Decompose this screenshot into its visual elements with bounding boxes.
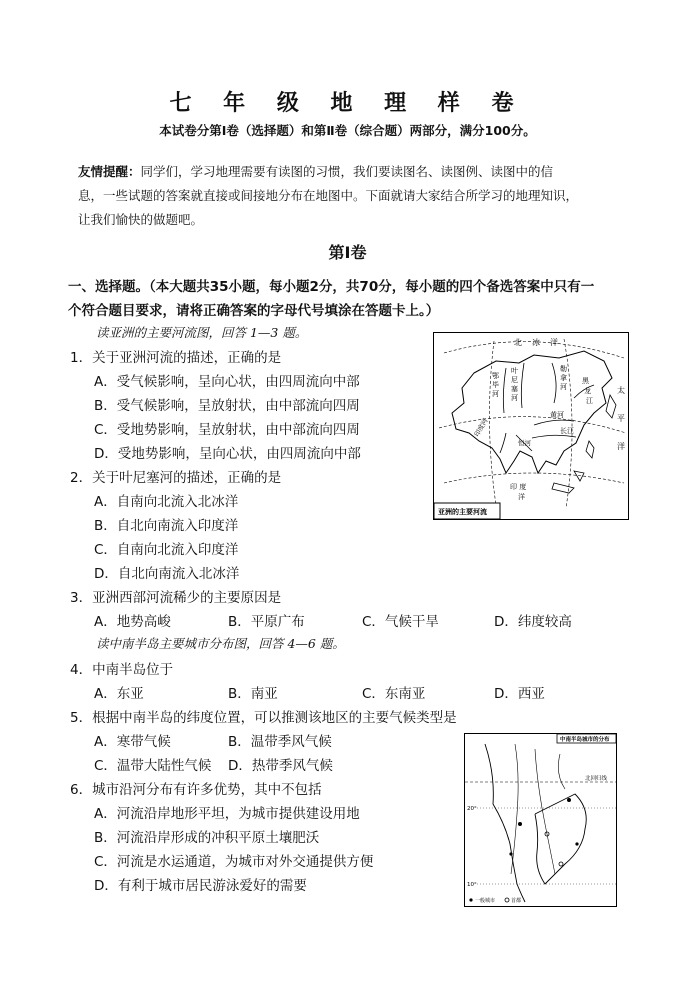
tip-line-1: 同学们，学习地理需要有读图的习惯，我们要读图名、读图例、读图中的信 [140, 164, 554, 179]
label-heilong-2: 龙 [584, 387, 591, 395]
label-yenisei-1: 叶 [511, 367, 518, 375]
legend-capital: 首都 [511, 898, 522, 904]
question-6-option-d[interactable]: D．有利于城市居民游泳爱好的需要 [94, 878, 307, 894]
legend-city: 一般城市 [475, 898, 496, 904]
question-1-option-b[interactable]: B．受气候影响，呈放射状，由中部流向四周 [94, 398, 360, 414]
section-title: 第Ⅰ卷 [328, 243, 367, 262]
label-pacific-1: 太 [617, 386, 625, 395]
label-yangtze: 长江 [560, 427, 574, 435]
part1-heading-line2: 个符合题目要求，请将正确答案的字母代号填涂在答题卡上。） [68, 303, 440, 319]
question-4-option-c[interactable]: C．东南亚 [362, 686, 426, 702]
question-2-option-c[interactable]: C．自南向北流入印度洋 [94, 542, 239, 558]
question-3-option-a[interactable]: A．地势高峻 [94, 614, 171, 630]
question-6-option-b[interactable]: B．河流沿岸形成的冲积平原土壤肥沃 [94, 830, 320, 846]
question-1-option-a[interactable]: A．受气候影响，呈向心状，由四周流向中部 [94, 374, 360, 390]
label-yenisei-2: 尼 [511, 376, 518, 384]
question-5-stem: 5．根据中南半岛的纬度位置，可以推测该地区的主要气候类型是 [70, 710, 457, 726]
question-2-stem: 2．关于叶尼塞河的描述，正确的是 [70, 470, 282, 486]
question-3-option-d[interactable]: D．纬度较高 [494, 614, 572, 630]
question-4-option-a[interactable]: A．东亚 [94, 686, 144, 702]
tropic-label: 北回归线 [585, 776, 608, 782]
tip-line-3: 让我们愉快的做题吧。 [78, 212, 204, 227]
question-4-option-b[interactable]: B．南亚 [228, 686, 278, 702]
label-indian-ocean-1: 印 度 [510, 483, 527, 491]
question-4-stem: 4．中南半岛位于 [70, 662, 174, 678]
tip-label: 友情提醒： [78, 164, 141, 179]
question-6-option-c[interactable]: C．河流是水运通道，为城市对外交通提供方便 [94, 854, 374, 870]
asia-rivers-map [433, 332, 629, 520]
label-heilong-3: 江 [586, 397, 593, 405]
question-6-option-a[interactable]: A．河流沿岸地形平坦，为城市提供建设用地 [94, 806, 360, 822]
lat-10-label: 10° [467, 882, 477, 888]
label-ice: 冰 [532, 338, 540, 347]
question-2-option-d[interactable]: D．自北向南流入北冰洋 [94, 566, 240, 582]
indochina-map-drawing [465, 734, 616, 906]
question-5-option-b[interactable]: B．温带季风气候 [228, 734, 332, 750]
question-3-option-c[interactable]: C．气候干旱 [362, 614, 439, 630]
label-indus: 印度河 [472, 417, 490, 438]
label-lena-3: 河 [560, 383, 567, 391]
lat-20-label: 20° [467, 806, 477, 812]
question-5-option-d[interactable]: D．热带季风气候 [228, 758, 333, 774]
exam-subtitle: 本试卷分第Ⅰ卷（选择题）和第Ⅱ卷（综合题）两部分，满分100分。 [159, 123, 536, 138]
label-pacific-2: 平 [617, 414, 625, 423]
indochina-cities-map [464, 733, 617, 907]
label-heilong-1: 黑 [582, 377, 589, 385]
label-ocean: 洋 [550, 338, 558, 347]
friendly-tip [78, 160, 618, 232]
part1-heading-line1: 一、选择题。（本大题共35小题，每小题2分，共70分，每小题的四个备选答案中只有一 [68, 279, 595, 295]
instruction-2: 读中南半岛主要城市分布图，回答 4—6 题。 [96, 636, 345, 651]
question-4-option-d[interactable]: D．西亚 [494, 686, 545, 702]
tip-line-2: 息，一些试题的答案就直接或间接地分布在地图中。下面就请大家结合所学习的地理知识， [78, 188, 579, 203]
question-1-option-d[interactable]: D．受地势影响，呈向心状，由四周流向中部 [94, 446, 361, 462]
label-north: 北 [514, 338, 522, 347]
label-ganges: 恒河 [518, 439, 531, 447]
question-3-stem: 3．亚洲西部河流稀少的主要原因是 [70, 590, 282, 606]
question-1-stem: 1．关于亚洲河流的描述，正确的是 [70, 350, 282, 366]
question-5-option-c[interactable]: C．温带大陆性气候 [94, 758, 212, 774]
label-indian-ocean-2: 洋 [518, 493, 525, 501]
label-lena-1: 勒 [560, 365, 567, 373]
instruction-1: 读亚洲的主要河流图，回答 1—3 题。 [96, 325, 308, 340]
label-yenisei-4: 河 [511, 394, 518, 402]
question-1-option-c[interactable]: C．受地势影响，呈放射状，由中部流向四周 [94, 422, 360, 438]
exam-title: 七 年 级 地 理 样 卷 [169, 91, 526, 116]
label-ob-3: 河 [492, 390, 499, 398]
question-3-option-b[interactable]: B．平原广布 [228, 614, 305, 630]
label-ob-2: 毕 [492, 381, 499, 389]
label-lena-2: 拿 [560, 374, 567, 382]
asia-rivers-map-drawing [434, 333, 628, 519]
question-5-option-a[interactable]: A．寒带气候 [94, 734, 171, 750]
asia-map-caption: 亚洲的主要河流 [438, 508, 487, 516]
indochina-map-caption: 中南半岛城市的分布 [560, 737, 610, 743]
question-2-option-a[interactable]: A．自南向北流入北冰洋 [94, 494, 239, 510]
label-yenisei-3: 塞 [511, 385, 518, 393]
question-6-stem: 6．城市沿河分布有许多优势，其中不包括 [70, 782, 322, 798]
label-ob-1: 鄂 [492, 372, 499, 380]
question-2-option-b[interactable]: B．自北向南流入印度洋 [94, 518, 239, 534]
label-pacific-3: 洋 [617, 442, 625, 451]
label-yellow-river: 黄河 [550, 411, 564, 419]
